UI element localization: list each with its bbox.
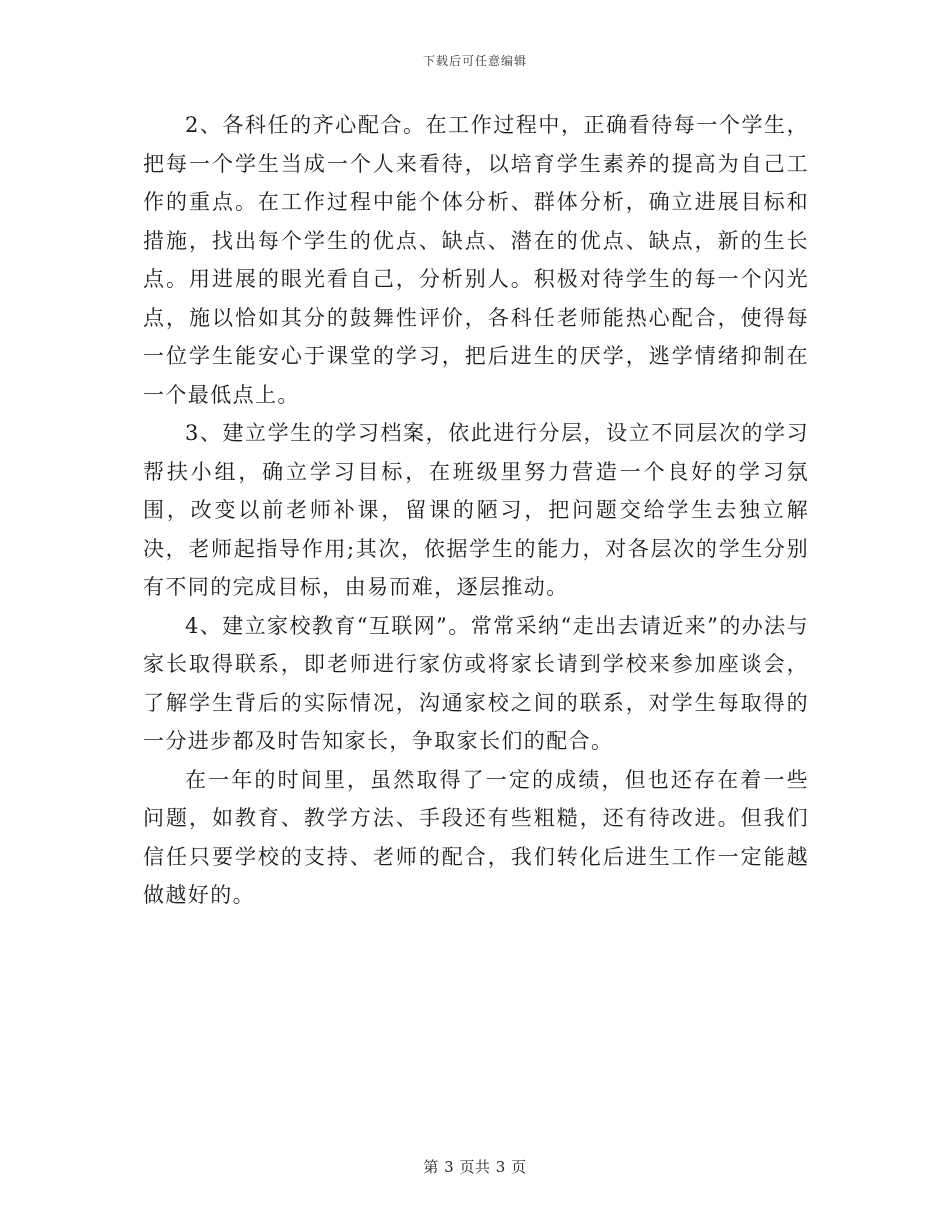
paragraph-conclusion: 在一年的时间里，虽然取得了一定的成绩，但也还存在着一些问题，如教育、教学方法、手段还有些粗糙，还有待改进。但我们信任只要学校的支持、老师的配合，我们转化后进生工作一定能越做越好的。 [143,767,809,907]
paragraph-item-2: 2、各科任的齐心配合。在工作过程中，正确看待每一个学生，把每一个学生当成一个人来看待，以培育学生素养的提高为自己工作的重点。在工作过程中能个体分析、群体分析，确立进展目标和措施，找出每个学生的优点、缺点、潜在的优点、缺点，新的生长点。用进展的眼光看自己，分析别人。积极对待学生的每一个闪光点，施以恰如其分的鼓舞性评价，各科任老师能热心配合，使得每一位学生能安心于课堂的学习，把后进生的厌学，逃学情绪抑制在一个最低点上。 [143,113,809,407]
document-body [143,106,809,915]
paragraph-item-3: 3、建立学生的学习档案，依此进行分层，设立不同层次的学习帮扶小组，确立学习目标，在班级里努力营造一个良好的学习氛围，改变以前老师补课，留课的陋习，把问题交给学生去独立解决，老师起指导作用;其次，依据学生的能力，对各层次的学生分别有不同的完成目标，由易而难，逐层推动。 [143,421,809,599]
page-header: 下载后可任意编辑 [422,54,527,68]
page-number: 第 3 页共 3 页 [423,1158,527,1176]
paragraph-item-4: 4、建立家校教育“互联网”。常常采纳“走出去请近来”的办法与家长取得联系，即老师进行家仿或将家长请到学校来参加座谈会，了解学生背后的实际情况，沟通家校之间的联系，对学生每取得的一分进步都及时告知家长，争取家长们的配合。 [143,613,809,753]
